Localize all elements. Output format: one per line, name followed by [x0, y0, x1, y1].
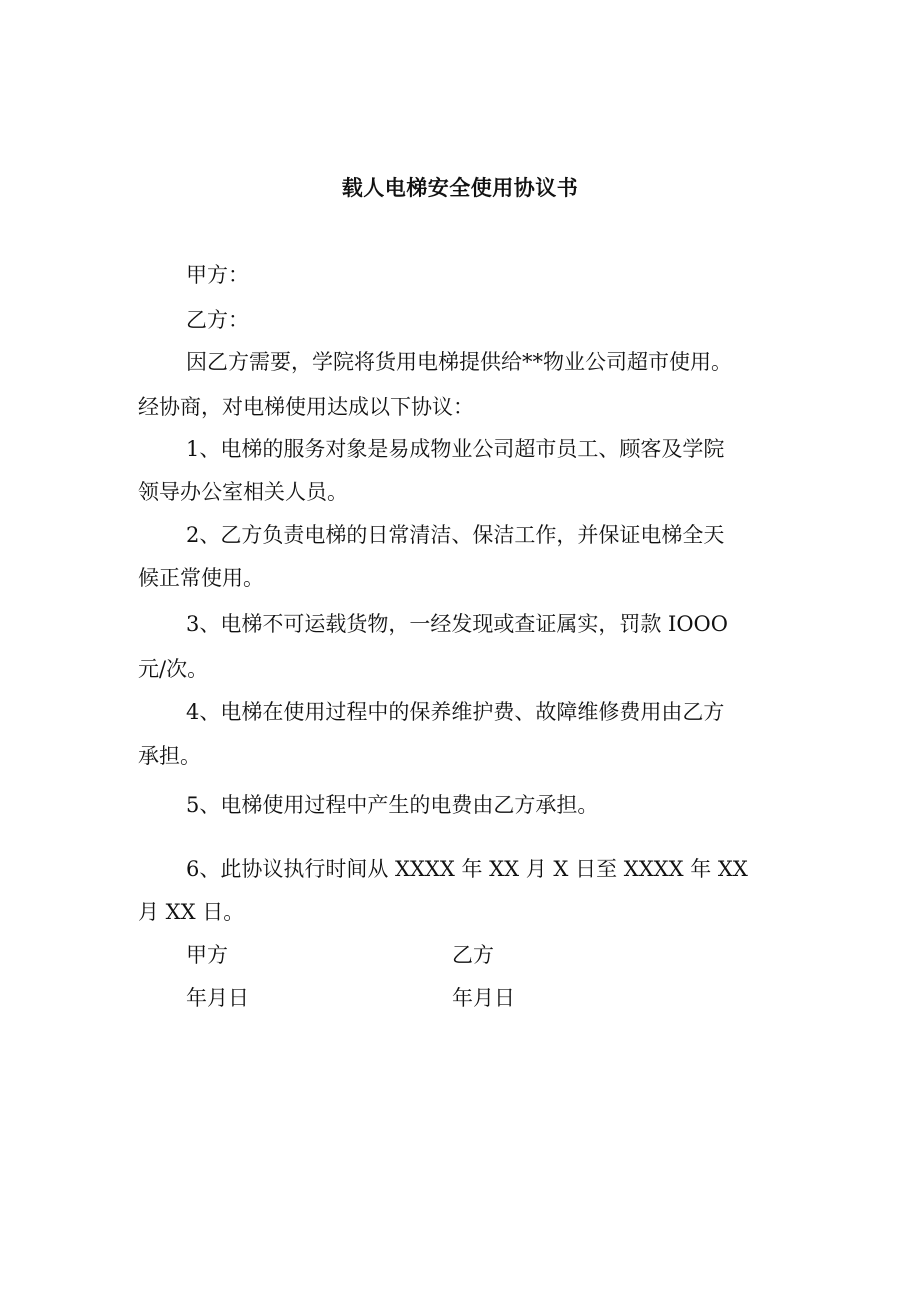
clause-6-line-1: 6、此协议执行时间从 XXXX 年 XX 月 X 日至 XXXX 年 XX [186, 857, 748, 881]
party-a-label: 甲方： [186, 263, 249, 287]
intro-line-1: 因乙方需要，学院将货用电梯提供给**物业公司超市使用。 [186, 350, 732, 374]
signature-party-b: 乙方 [452, 943, 494, 967]
clause-4-line-1: 4、电梯在使用过程中的保养维护费、故障维修费用由乙方 [186, 700, 725, 724]
document-title: 载人电梯安全使用协议书 [341, 175, 579, 200]
clause-5-line-1: 5、电梯使用过程中产生的电费由乙方承担。 [186, 793, 599, 817]
clause-1-line-1: 1、电梯的服务对象是易成物业公司超市员工、顾客及学院 [186, 437, 725, 461]
party-b-label: 乙方： [186, 308, 249, 332]
clause-4-line-2: 承担。 [138, 744, 201, 768]
clause-3-line-2: 元/次。 [138, 657, 209, 681]
signature-party-a: 甲方 [186, 943, 228, 967]
signature-date-a: 年月日 [186, 986, 249, 1010]
clause-3-line-1: 3、电梯不可运载货物，一经发现或查证属实，罚款 IOOO [186, 612, 728, 636]
clause-2-line-1: 2、乙方负责电梯的日常清洁、保洁工作，并保证电梯全天 [186, 523, 725, 547]
clause-2-line-2: 候正常使用。 [138, 566, 264, 590]
signature-date-b: 年月日 [452, 986, 515, 1010]
clause-1-line-2: 领导办公室相关人员。 [138, 480, 348, 504]
clause-6-line-2: 月 XX 日。 [138, 900, 245, 924]
intro-line-2: 经协商，对电梯使用达成以下协议： [138, 395, 474, 419]
